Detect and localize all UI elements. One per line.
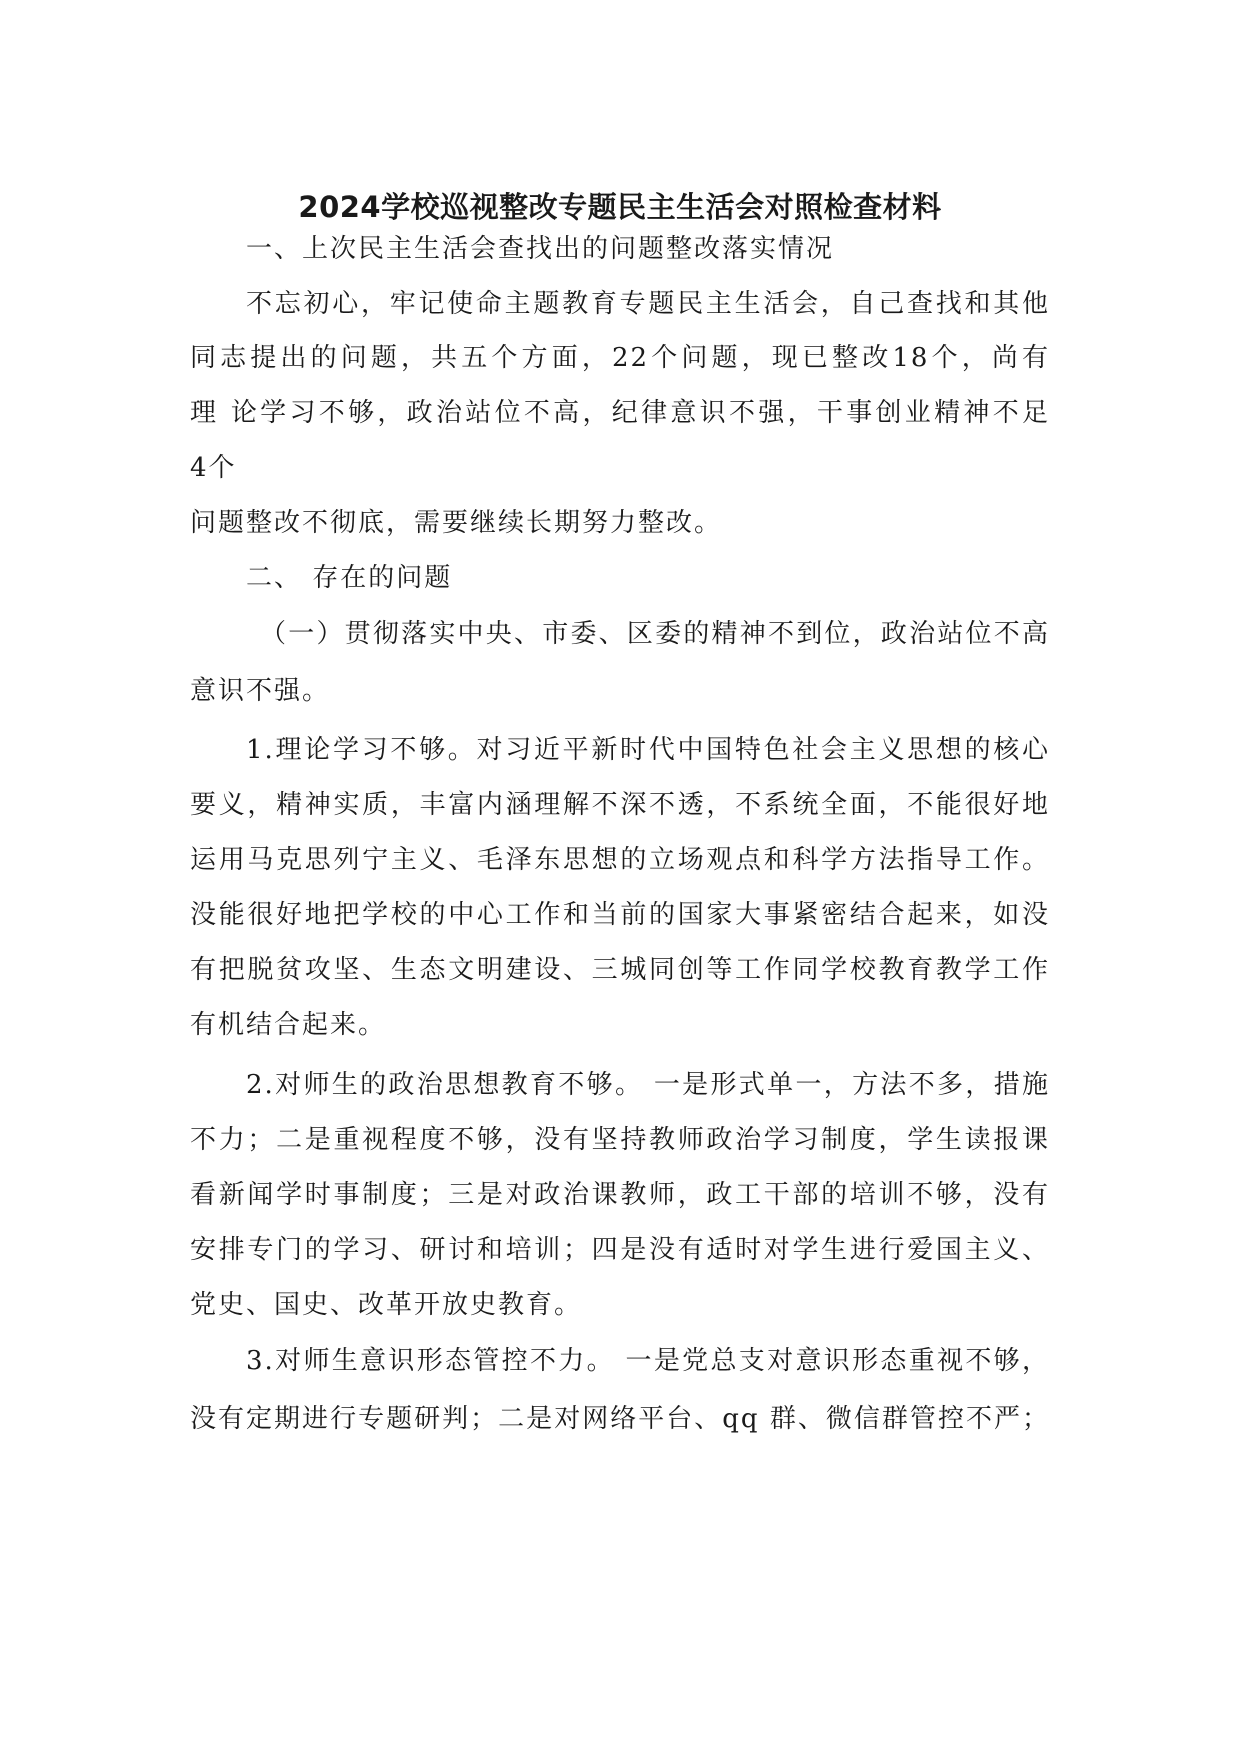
paragraph-line: 3.对师生意识形态管控不力。 一是党总支对意识形态重视不够， <box>246 1346 1050 1376</box>
paragraph-line: 问题整改不彻底，需要继续长期努力整改。 <box>190 508 723 538</box>
paragraph-line: 1.理论学习不够。对习近平新时代中国特色社会主义思想的核心 <box>246 735 1050 765</box>
paragraph-line: 党史、国史、改革开放史教育。 <box>190 1290 583 1320</box>
paragraph-line: 有把脱贫攻坚、生态文明建设、三城同创等工作同学校教育教学工作 <box>190 955 1050 985</box>
paragraph-line: 同志提出的问题，共五个方面，22个问题，现已整改18个，尚有 <box>190 343 1050 373</box>
paragraph-line: 没能很好地把学校的中心工作和当前的国家大事紧密结合起来，如没 <box>190 900 1050 930</box>
paragraph-line: 安排专门的学习、研讨和培训；四是没有适时对学生进行爱国主义、 <box>190 1235 1050 1265</box>
paragraph-line: 不忘初心，牢记使命主题教育专题民主生活会，自己查找和其他 <box>246 289 1050 319</box>
paragraph-line: 4个 <box>190 453 237 483</box>
paragraph-line: 运用马克思列宁主义、毛泽东思想的立场观点和科学方法指导工作。 <box>190 845 1050 875</box>
paragraph-line: 2.对师生的政治思想教育不够。 一是形式单一，方法不多，措施 <box>246 1070 1050 1100</box>
paragraph-line: 要义，精神实质，丰富内涵理解不深不透，不系统全面，不能很好地 <box>190 790 1050 820</box>
paragraph-line: 理 论学习不够，政治站位不高，纪律意识不强，干事创业精神不足 <box>190 398 1050 428</box>
paragraph-line: 不力；二是重视程度不够，没有坚持教师政治学习制度，学生读报课 <box>190 1125 1050 1155</box>
section-heading-2: 二、 存在的问题 <box>246 563 453 593</box>
section-heading-1: 一、上次民主生活会查找出的问题整改落实情况 <box>246 234 835 264</box>
paragraph-line: 有机结合起来。 <box>190 1010 387 1040</box>
document-title: 2024学校巡视整改专题民主生活会对照检查材料 <box>298 190 942 224</box>
subsection-heading: （一）贯彻落实中央、市委、区委的精神不到位，政治站位不高 <box>260 619 1050 649</box>
paragraph-line: 没有定期进行专题研判；二是对网络平台、qq 群、微信群管控不严； <box>190 1404 1050 1434</box>
paragraph-line: 看新闻学时事制度；三是对政治课教师，政工干部的培训不够，没有 <box>190 1180 1050 1210</box>
subsection-heading-cont: 意识不强。 <box>190 676 331 706</box>
